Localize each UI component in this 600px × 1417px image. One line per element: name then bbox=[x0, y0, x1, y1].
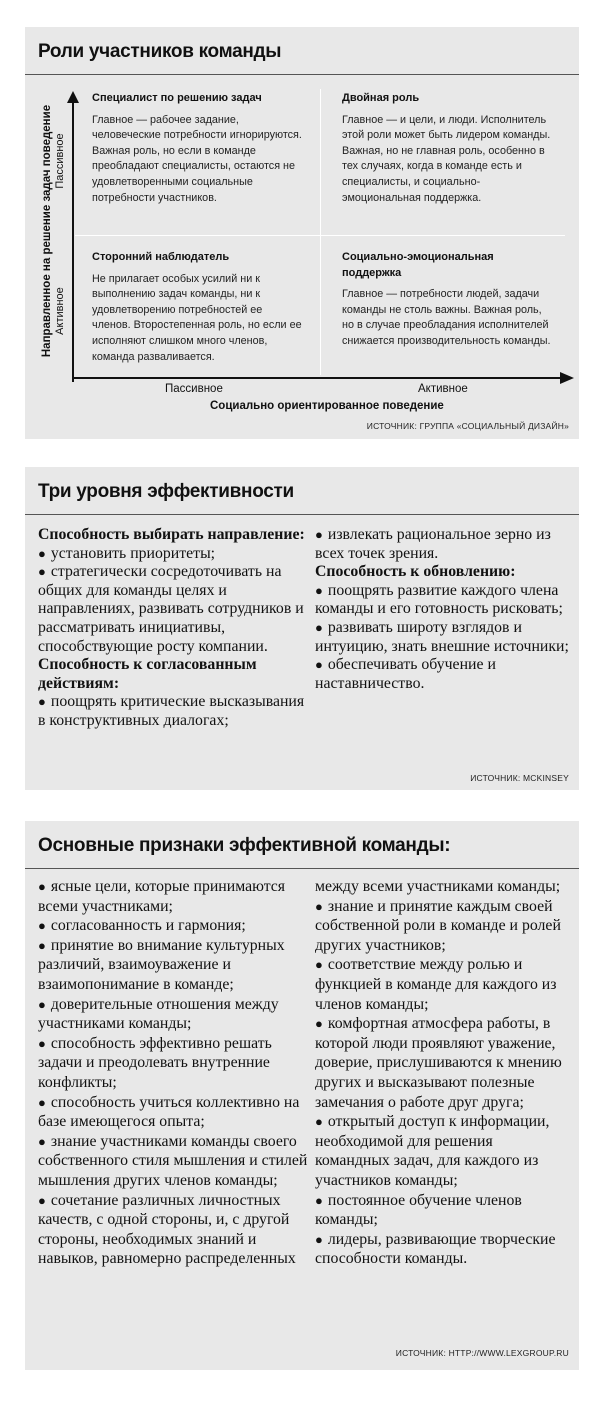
list-item: ● поощрять критические высказывания в конструктивных диалогах; bbox=[38, 693, 308, 730]
x-axis bbox=[72, 377, 562, 379]
list-item: ● развивать широту взглядов и интуицию, знать внешние источники; bbox=[315, 619, 570, 656]
roles-title: Роли участников команды bbox=[38, 41, 282, 62]
list-item: ● извлекать рациональное зерно из всех точек зрения. bbox=[315, 526, 570, 563]
grid-line-vertical bbox=[320, 89, 321, 375]
list-item: ● знание участниками команды своего собственного стиля мышления и стилей мышления других членов команды; bbox=[38, 1132, 308, 1191]
list-item: ● сочетание различных личностных качеств, с одной стороны, и, с другой стороны, необходимых знаний и навыков, равномерно распределенных bbox=[38, 1191, 308, 1269]
levels-title: Три уровня эффективности bbox=[38, 481, 294, 502]
quadrant-title: Социально-эмоциональная поддержка bbox=[342, 251, 494, 279]
section-heading: Способность к обновлению: bbox=[315, 563, 516, 581]
source-note: ИСТОЧНИК: MCKINSEY bbox=[470, 773, 569, 783]
y-axis bbox=[72, 97, 74, 382]
section-heading: Способность выбирать направление: bbox=[38, 526, 305, 543]
quadrant-observer bbox=[92, 250, 302, 365]
levels-panel bbox=[25, 467, 579, 790]
section-heading: Способность к согласованным действиям: bbox=[38, 656, 257, 692]
source-note: ИСТОЧНИК: HTTP://WWW.LEXGROUP.RU bbox=[395, 1348, 569, 1358]
x-tick-passive: Пассивное bbox=[165, 383, 223, 395]
list-item: ● постоянное обучение членов команды; bbox=[315, 1191, 570, 1230]
signs-column-right bbox=[315, 877, 570, 1269]
x-tick-active: Активное bbox=[418, 383, 468, 395]
list-item: ● доверительные отношения между участниками команды; bbox=[38, 995, 308, 1034]
list-item: между всеми участниками команды; bbox=[315, 878, 561, 895]
levels-column-left bbox=[38, 526, 308, 731]
quadrant-dual-role bbox=[342, 91, 552, 206]
list-item: ● установить приоритеты; bbox=[38, 545, 308, 564]
list-item: ● открытый доступ к информации, необходимой для решения командных задач, для каждого из участников команды; bbox=[315, 1112, 570, 1190]
y-axis-label: Направленное на решение задач поведение bbox=[41, 104, 53, 358]
signs-title: Основные признаки эффективной команды: bbox=[38, 835, 451, 856]
list-item: ● согласованность и гармония; bbox=[38, 916, 308, 936]
list-item: ● поощрять развитие каждого члена команды и его готовность рисковать; bbox=[315, 582, 570, 619]
title-divider bbox=[25, 868, 579, 869]
quadrant-title: Сторонний наблюдатель bbox=[92, 251, 230, 263]
title-divider bbox=[25, 514, 579, 515]
quadrant-text: Главное — рабочее задание, человеческие потребности игнорируются. Важная роль, но если в команде преобладают специалисты, остаются не удовлетворенными социальные потребности участников. bbox=[92, 113, 302, 204]
quadrant-title: Специалист по решению задач bbox=[92, 92, 262, 104]
list-item: ● лидеры, развивающие творческие способности команды. bbox=[315, 1230, 570, 1269]
list-item: ● знание и принятие каждым своей собственной роли в команде и ролей других участников; bbox=[315, 897, 570, 956]
signs-column-left bbox=[38, 877, 308, 1269]
quadrant-text: Не прилагает особых усилий ни к выполнению задач команды, ни к удовлетворению потребностей ее членов. Второстепенная роль, но если ее исполняют слишком много членов, команда разваливается. bbox=[92, 272, 302, 363]
y-axis-arrow-icon bbox=[67, 91, 79, 103]
list-item: ● соответствие между ролью и функцией в команде для каждого из членов команды; bbox=[315, 955, 570, 1014]
quadrant-text: Главное — и цели, и люди. Исполнитель этой роли может быть лидером команды. Важная, но не главная роль, особенно в тех случаях, когда в команде есть и специалисты, и социально-эмоциональная поддержка. bbox=[342, 113, 551, 204]
title-divider bbox=[25, 74, 579, 75]
quadrant-text: Главное — потребности людей, задачи команды не столь важны. Важная роль, но в случае преобладания исполнителей снижается производительность команды. bbox=[342, 288, 551, 347]
y-tick-active: Активное bbox=[54, 287, 66, 335]
signs-panel bbox=[25, 821, 579, 1370]
quadrant-social-support bbox=[342, 250, 552, 350]
source-note: ИСТОЧНИК: ГРУППА «СОЦИАЛЬНЫЙ ДИЗАЙН» bbox=[366, 421, 569, 431]
list-item: ● стратегически сосредоточивать на общих для команды целях и направлениях, развивать сотрудников и рассматривать инициативы, способствующие росту компании. bbox=[38, 563, 308, 656]
list-item: ● обеспечивать обучение и наставничество. bbox=[315, 656, 570, 693]
quadrant-task-specialist bbox=[92, 91, 302, 206]
x-axis-label: Социально ориентированное поведение bbox=[210, 400, 444, 412]
list-item: ● принятие во внимание культурных различий, взаимоуважение и взаимопонимание в команде; bbox=[38, 936, 308, 995]
levels-column-right bbox=[315, 526, 570, 693]
list-item: ● способность учиться коллективно на базе имеющегося опыта; bbox=[38, 1093, 308, 1132]
list-item: ● ясные цели, которые принимаются всеми участниками; bbox=[38, 877, 308, 916]
x-axis-arrow-icon bbox=[560, 372, 574, 384]
y-tick-passive: Пассивное bbox=[54, 133, 66, 189]
quadrant-title: Двойная роль bbox=[342, 92, 420, 104]
roles-panel bbox=[25, 27, 579, 439]
list-item: ● способность эффективно решать задачи и преодолевать внутренние конфликты; bbox=[38, 1034, 308, 1093]
list-item: ● комфортная атмосфера работы, в которой люди проявляют уважение, доверие, прислушиваются к мнению других и высказывают полезные замечания о работе друг друга; bbox=[315, 1014, 570, 1112]
